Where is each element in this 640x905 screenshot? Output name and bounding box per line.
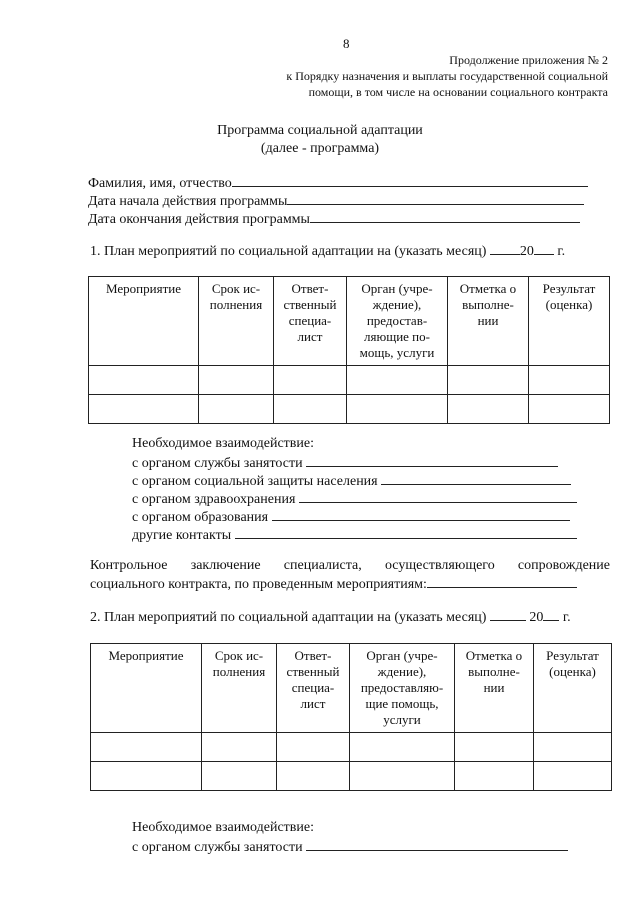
table-row xyxy=(91,733,612,762)
table-cell[interactable] xyxy=(199,366,274,395)
interaction-employment-2[interactable]: с органом службы занятости xyxy=(132,838,568,856)
interaction-blank[interactable] xyxy=(235,526,577,539)
col-header-result: Результат (оценка) xyxy=(534,644,612,733)
page-number: 8 xyxy=(343,36,350,51)
start-date-field[interactable] xyxy=(88,192,584,210)
table-cell[interactable] xyxy=(529,395,610,424)
document-subtitle: (далее - программа) xyxy=(260,141,380,156)
table-cell[interactable] xyxy=(529,366,610,395)
table-cell[interactable] xyxy=(274,366,347,395)
interaction-blank[interactable] xyxy=(306,454,558,467)
appendix-header-line-1: Продолжение приложения № 2 xyxy=(449,53,608,67)
plan-2-table xyxy=(90,643,612,791)
interaction-social-protection[interactable]: с органом социальной защиты населения xyxy=(132,472,571,490)
col-header-completion: Отметка о выполне- нии xyxy=(455,644,534,733)
plan-2-heading: 2. План мероприятий по социальной адаптации на (указать месяц) 20 г. xyxy=(90,610,571,625)
table-cell[interactable] xyxy=(277,733,350,762)
table-cell[interactable] xyxy=(534,733,612,762)
plan-2-year-suffix: г. xyxy=(562,610,571,625)
fio-label: Фамилия, имя, отчество xyxy=(88,176,232,191)
col-header-organ: Орган (учре- ждение), предостав- ляющие по- мощь, услуги xyxy=(347,277,448,366)
plan-1-year-blank[interactable] xyxy=(534,242,554,255)
table-cell[interactable] xyxy=(448,395,529,424)
col-header-result: Результат (оценка) xyxy=(529,277,610,366)
col-header-specialist: Ответ- ственный специа- лист xyxy=(277,644,350,733)
table-row xyxy=(89,395,610,424)
document-title: Программа социальной адаптации xyxy=(217,123,423,138)
table-row xyxy=(89,366,610,395)
col-header-activity: Мероприятие xyxy=(91,644,202,733)
table-cell[interactable] xyxy=(534,762,612,791)
interaction-other[interactable]: другие контакты xyxy=(132,526,577,544)
col-header-specialist: Ответ- ственный специа- лист xyxy=(274,277,347,366)
table-cell[interactable] xyxy=(274,395,347,424)
table-row xyxy=(91,762,612,791)
conclusion-line-1: Контрольное заключение специалиста, осуществляющего сопровождение xyxy=(90,558,610,573)
plan-2-year-blank[interactable] xyxy=(543,608,559,621)
table-cell[interactable] xyxy=(89,366,199,395)
table-cell[interactable] xyxy=(350,762,455,791)
table-header-row xyxy=(91,644,612,733)
table-cell[interactable] xyxy=(347,395,448,424)
table-cell[interactable] xyxy=(202,762,277,791)
end-date-blank[interactable] xyxy=(310,210,580,223)
interaction-title-2: Необходимое взаимодействие: xyxy=(132,820,315,835)
table-cell[interactable] xyxy=(91,762,202,791)
interaction-employment[interactable]: с органом службы занятости xyxy=(132,454,558,472)
table-cell[interactable] xyxy=(347,366,448,395)
interaction-health[interactable]: с органом здравоохранения xyxy=(132,490,577,508)
plan-1-heading: 1. План мероприятий по социальной адаптации на (указать месяц) 20 г. xyxy=(90,244,566,259)
end-date-field[interactable] xyxy=(88,210,580,228)
col-header-deadline: Срок ис- полнения xyxy=(199,277,274,366)
table-cell[interactable] xyxy=(199,395,274,424)
appendix-header-line-2: к Порядку назначения и выплаты государственной социальной xyxy=(286,69,608,83)
conclusion-line-2[interactable]: социального контракта, по проведенным мероприятиям: xyxy=(90,575,577,593)
plan-1-table xyxy=(88,276,610,424)
table-cell[interactable] xyxy=(448,366,529,395)
table-cell[interactable] xyxy=(277,762,350,791)
plan-2-month-blank[interactable] xyxy=(490,608,526,621)
fio-blank[interactable] xyxy=(232,174,588,187)
col-header-completion: Отметка о выполне- нии xyxy=(448,277,529,366)
end-date-label: Дата окончания действия программы xyxy=(88,212,310,227)
table-cell[interactable] xyxy=(455,733,534,762)
interaction-blank[interactable] xyxy=(306,838,568,851)
interaction-education[interactable]: с органом образования xyxy=(132,508,570,526)
start-date-blank[interactable] xyxy=(287,192,584,205)
table-cell[interactable] xyxy=(455,762,534,791)
col-header-organ: Орган (учре- ждение), предоставляю- щие помощь, услуги xyxy=(350,644,455,733)
interaction-blank[interactable] xyxy=(381,472,571,485)
plan-1-year: 20 xyxy=(519,244,534,259)
appendix-header-line-3: помощи, в том числе на основании социального контракта xyxy=(308,85,608,99)
plan-2-year: 20 xyxy=(529,610,544,625)
table-cell[interactable] xyxy=(202,733,277,762)
interaction-title: Необходимое взаимодействие: xyxy=(132,436,315,451)
table-header-row xyxy=(89,277,610,366)
plan-1-month-blank[interactable] xyxy=(490,242,520,255)
start-date-label: Дата начала действия программы xyxy=(88,194,288,209)
table-cell[interactable] xyxy=(91,733,202,762)
conclusion-blank[interactable] xyxy=(427,575,577,588)
table-cell[interactable] xyxy=(89,395,199,424)
col-header-deadline: Срок ис- полнения xyxy=(202,644,277,733)
interaction-blank[interactable] xyxy=(299,490,577,503)
col-header-activity: Мероприятие xyxy=(89,277,199,366)
table-cell[interactable] xyxy=(350,733,455,762)
interaction-blank[interactable] xyxy=(272,508,570,521)
fio-field[interactable] xyxy=(88,174,588,192)
plan-1-year-suffix: г. xyxy=(557,244,566,259)
